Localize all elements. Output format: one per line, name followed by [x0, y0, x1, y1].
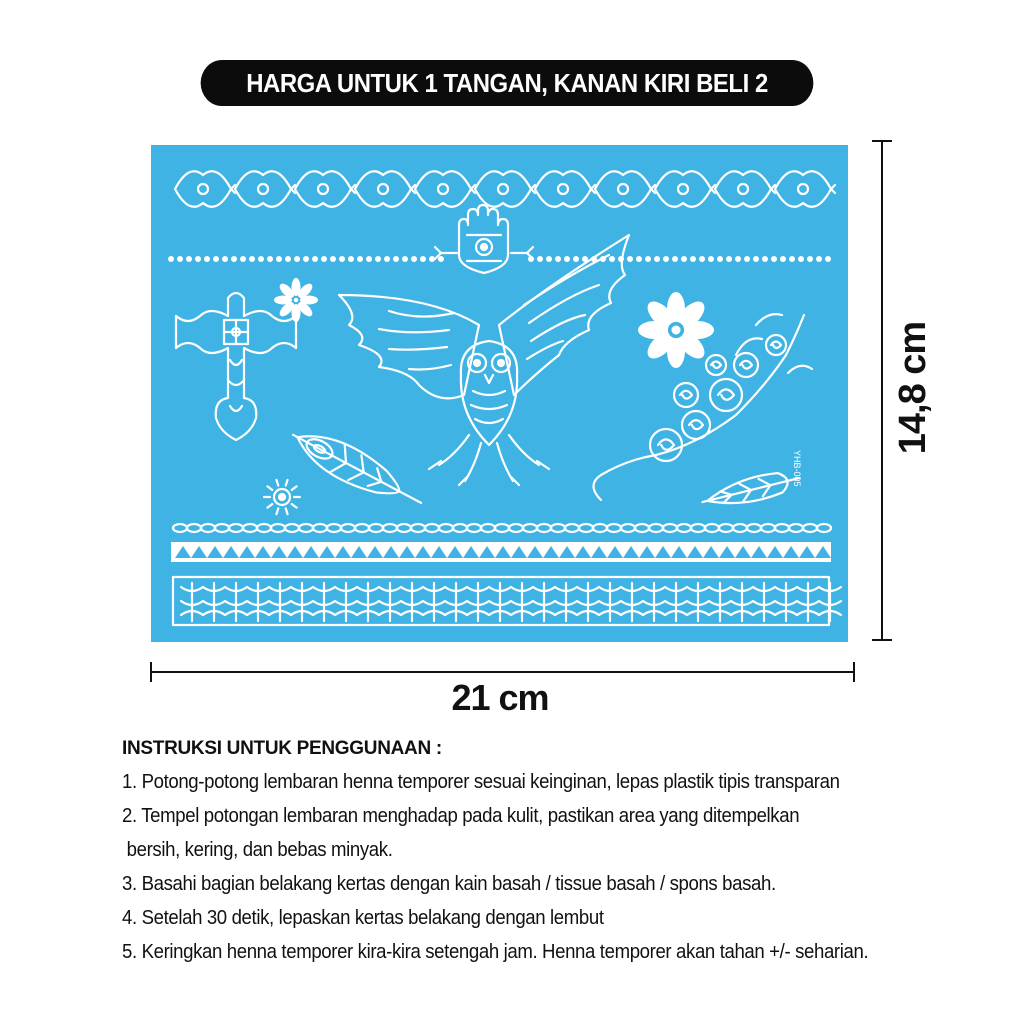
- instruction-line: 1. Potong-potong lembaran henna temporer sesuai keinginan, lepas plastik tipis transparan: [122, 771, 840, 793]
- instruction-line: bersih, kering, dan bebas minyak.: [126, 839, 393, 861]
- price-banner: [201, 60, 814, 106]
- width-label: 21 cm: [451, 677, 549, 718]
- price-banner-text: HARGA UNTUK 1 TANGAN, KANAN KIRI BELI 2: [246, 67, 768, 98]
- cross-icon: [176, 293, 296, 440]
- instruction-line: 5. Keringkan henna temporer kira-kira setengah jam. Henna temporer akan tahan +/- seharian.: [122, 941, 869, 963]
- instructions-title: INSTRUKSI UNTUK PENGGUNAAN :: [122, 738, 442, 759]
- height-ruler-bottom-cap: [872, 639, 892, 641]
- instructions-block: [122, 735, 1002, 969]
- width-ruler-right-cap: [853, 662, 855, 682]
- tattoo-sheet-artwork: [151, 145, 848, 642]
- feather-icon: [700, 467, 803, 514]
- instruction-line: 3. Basahi bagian belakang kertas dengan kain basah / tissue basah / spons basah.: [122, 873, 776, 895]
- sheet-code-text: YHB-005: [792, 450, 802, 487]
- sun-flower-icon: [264, 480, 300, 514]
- instruction-line: 2. Tempel potongan lembaran menghadap pada kulit, pastikan area yang ditempelkan: [122, 805, 800, 827]
- braid-band: [173, 577, 841, 625]
- tattoo-sheet-image: [151, 145, 848, 642]
- feather-icon: [285, 420, 429, 518]
- height-ruler-line: [881, 141, 883, 641]
- heart-chain-band: [175, 171, 835, 207]
- flower-icon: [274, 278, 318, 322]
- instruction-line: 4. Setelah 30 detik, lepaskan kertas belakang dengan lembut: [122, 907, 604, 929]
- height-label-text: 14,8 cm: [892, 321, 934, 455]
- rose-vine-icon: [594, 314, 813, 500]
- width-ruler-line: [151, 671, 855, 673]
- flower-icon: [638, 292, 714, 368]
- hamsa-icon: [435, 205, 533, 273]
- triangle-band: [171, 542, 831, 562]
- chain-link-band: [173, 524, 831, 532]
